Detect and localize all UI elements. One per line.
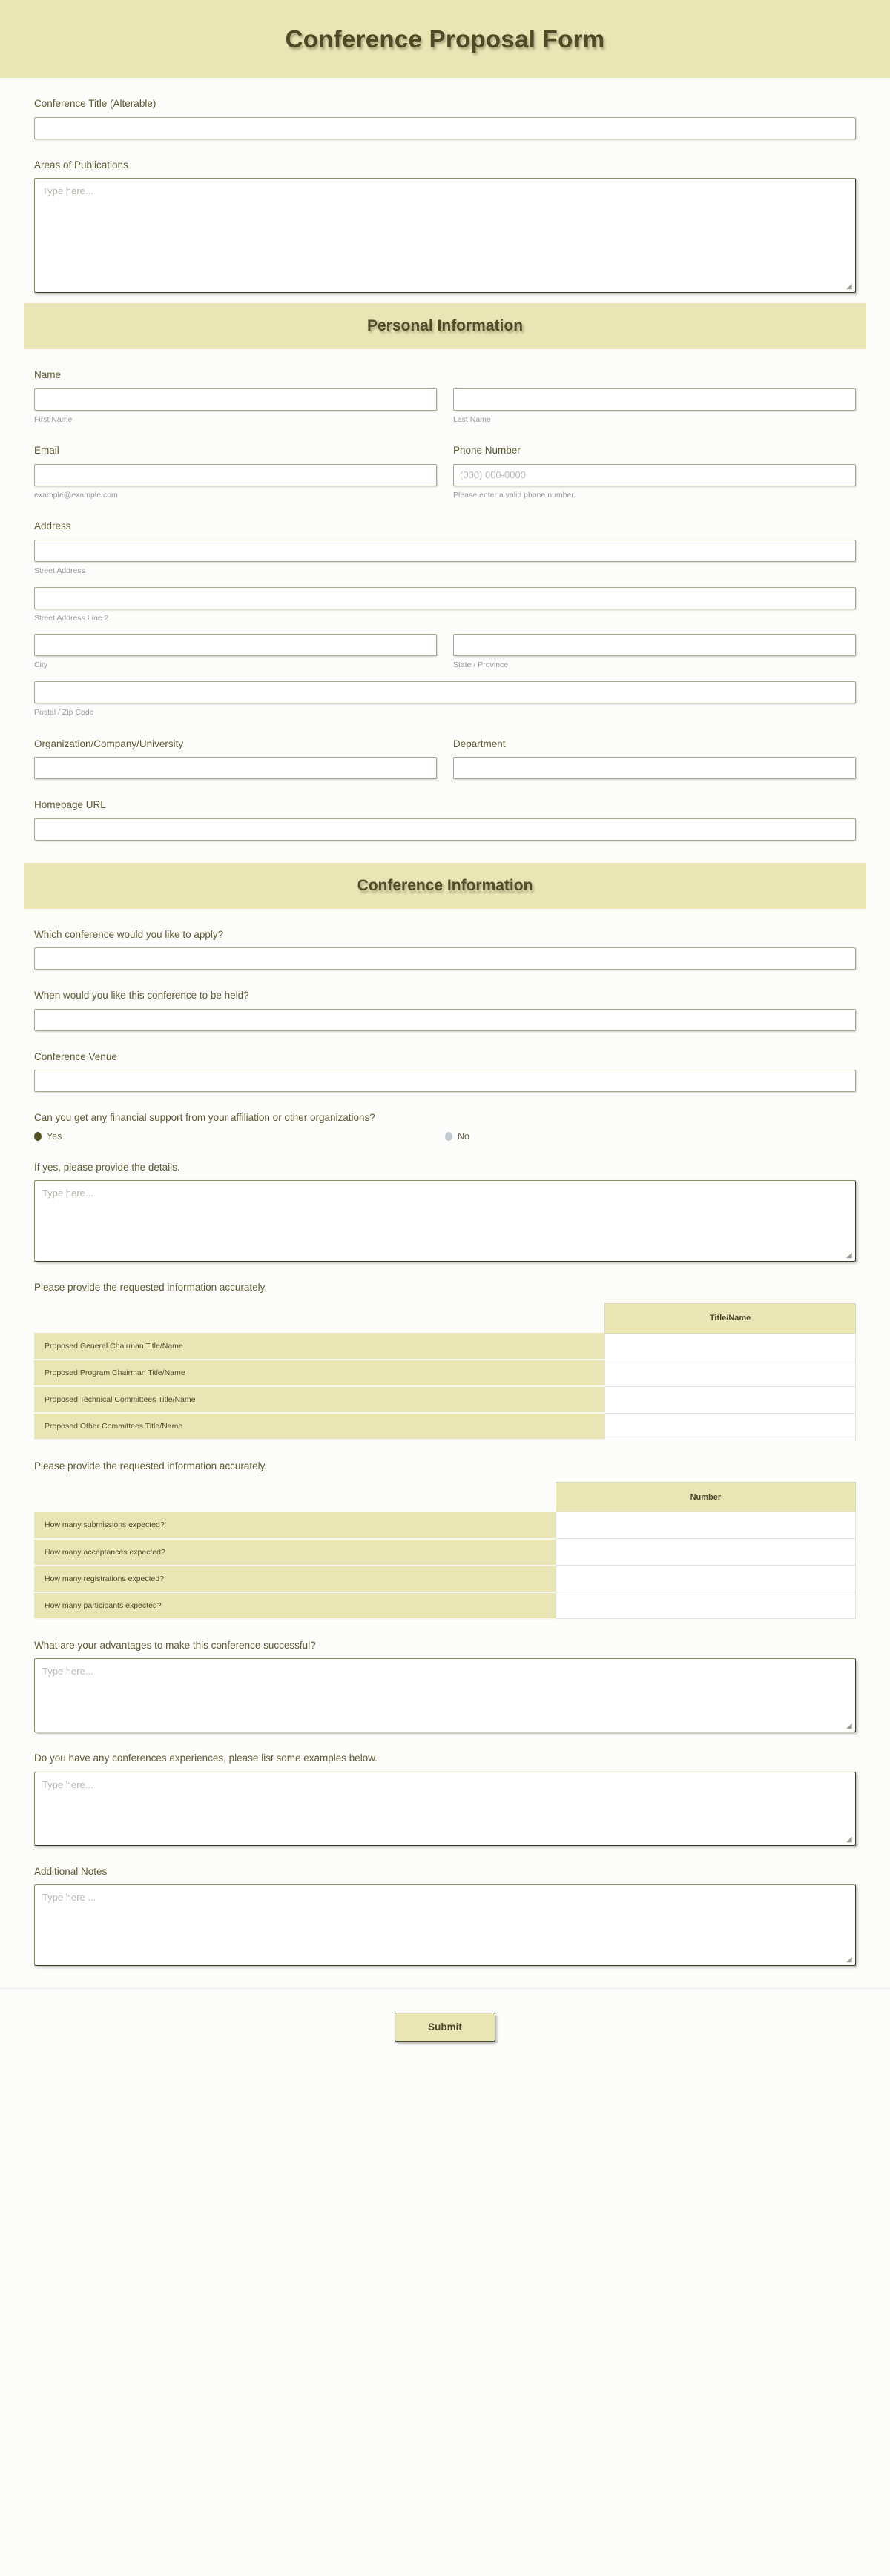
radio-option-yes-label: Yes (47, 1130, 62, 1142)
matrix-numbers-prompt: Please provide the requested information accurately. (34, 1460, 268, 1472)
matrix-numbers-cell[interactable] (556, 1539, 855, 1566)
submit-button[interactable]: Submit (395, 2013, 495, 2042)
financial-details-textarea-wrap (34, 1180, 856, 1262)
homepage-url-label: Homepage URL (34, 799, 106, 811)
field-which-conference (34, 909, 856, 970)
city-sublabel: City (34, 660, 48, 670)
last-name-group (453, 388, 856, 426)
advantages-textarea-wrap (34, 1658, 856, 1732)
phone-sublabel: Please enter a valid phone number. (453, 490, 576, 500)
matrix-people-cell[interactable] (605, 1333, 856, 1360)
matrix-numbers-corner (34, 1483, 556, 1512)
conference-venue-label: Conference Venue (34, 1050, 117, 1062)
state-province-sublabel: State / Province (453, 660, 509, 670)
matrix-numbers-row-label: How many registrations expected? (34, 1566, 556, 1592)
matrix-people-header-row (34, 1303, 856, 1333)
matrix-people-column-header: Title/Name (605, 1303, 856, 1333)
matrix-people-cell[interactable] (605, 1360, 856, 1386)
matrix-people-prompt: Please provide the requested information accurately. (34, 1282, 268, 1294)
table-row (34, 1386, 856, 1413)
phone-input[interactable] (453, 464, 856, 486)
areas-textarea-wrap (34, 178, 856, 293)
radio-selected-icon[interactable] (34, 1132, 42, 1141)
city-group (34, 634, 437, 671)
conference-title-input[interactable] (34, 117, 856, 139)
state-group (453, 634, 856, 671)
organization-group (34, 738, 437, 780)
resize-grip-icon[interactable]: ◢ (846, 1251, 852, 1260)
field-areas-of-publications (34, 139, 856, 294)
financial-details-textarea[interactable] (34, 1180, 856, 1262)
resize-grip-icon[interactable]: ◢ (846, 1956, 852, 1964)
experiences-textarea-wrap (34, 1772, 856, 1846)
department-group (453, 738, 856, 780)
email-input[interactable] (34, 464, 437, 486)
when-held-label: When would you like this conference to be held? (34, 990, 249, 1001)
state-province-input[interactable] (453, 634, 856, 656)
organization-input[interactable] (34, 757, 437, 779)
street-address-line2-sublabel: Street Address Line 2 (34, 613, 109, 623)
areas-of-publications-textarea[interactable] (34, 178, 856, 293)
form-header (0, 0, 890, 78)
advantages-textarea[interactable] (34, 1658, 856, 1732)
advantages-label: What are your advantages to make this conference successful? (34, 1639, 316, 1651)
city-input[interactable] (34, 634, 437, 656)
conference-venue-input[interactable] (34, 1070, 856, 1092)
which-conference-input[interactable] (34, 947, 856, 970)
matrix-numbers-row-label: How many acceptances expected? (34, 1539, 556, 1566)
matrix-people-cell[interactable] (605, 1386, 856, 1413)
field-conference-title (34, 78, 856, 139)
first-name-group (34, 388, 437, 426)
radio-unselected-icon[interactable] (445, 1132, 452, 1141)
radio-option-no[interactable] (445, 1131, 856, 1142)
field-homepage-url (34, 779, 856, 841)
matrix-numbers-column-header: Number (556, 1483, 855, 1512)
field-conference-venue (34, 1031, 856, 1093)
matrix-people-row-label: Proposed Technical Committees Title/Name (34, 1386, 605, 1413)
personal-information-fields (0, 349, 890, 863)
field-experiences (34, 1732, 856, 1846)
matrix-numbers-table (34, 1482, 856, 1620)
department-input[interactable] (453, 757, 856, 779)
table-row (34, 1566, 856, 1592)
field-additional-notes (34, 1846, 856, 1967)
postal-code-sublabel: Postal / Zip Code (34, 707, 94, 717)
name-label: Name (34, 369, 62, 381)
last-name-input[interactable] (453, 388, 856, 411)
department-label: Department (453, 738, 506, 749)
email-label: Email (34, 445, 59, 457)
matrix-people-table (34, 1303, 856, 1441)
matrix-numbers-cell[interactable] (556, 1566, 855, 1592)
section-title-personal: Personal Information (366, 317, 524, 335)
experiences-label: Do you have any conferences experiences, please list some examples below. (34, 1752, 378, 1764)
table-row (34, 1413, 856, 1440)
matrix-numbers-header-row (34, 1483, 856, 1512)
financial-support-label: Can you get any financial support from your affiliation or other organizations? (34, 1112, 375, 1124)
field-financial-details (34, 1142, 856, 1262)
resize-grip-icon[interactable]: ◢ (846, 282, 852, 291)
field-email-phone (34, 425, 856, 500)
field-address (34, 500, 856, 718)
when-held-input[interactable] (34, 1009, 856, 1031)
resize-grip-icon[interactable]: ◢ (846, 1722, 852, 1731)
matrix-people-cell[interactable] (605, 1413, 856, 1440)
email-sublabel: example@example.com (34, 490, 118, 500)
table-row (34, 1333, 856, 1360)
conference-information-fields (0, 909, 890, 1966)
matrix-people-row-label: Proposed Program Chairman Title/Name (34, 1360, 605, 1386)
page-title: Conference Proposal Form (285, 24, 605, 53)
section-header-conference-information (24, 863, 866, 909)
field-advantages (34, 1620, 856, 1733)
matrix-numbers-row-label: How many participants expected? (34, 1592, 556, 1619)
matrix-numbers-cell[interactable] (556, 1592, 855, 1619)
phone-label: Phone Number (453, 445, 521, 457)
field-name (34, 349, 856, 425)
matrix-people-corner (34, 1303, 605, 1333)
section-title-conference: Conference Information (357, 876, 533, 894)
which-conference-label: Which conference would you like to apply? (34, 928, 224, 940)
conference-title-label: Conference Title (Alterable) (34, 98, 156, 109)
areas-of-publications-label: Areas of Publications (34, 159, 128, 170)
submit-section (0, 1988, 890, 2071)
homepage-url-input[interactable] (34, 818, 856, 841)
field-organization-department (34, 718, 856, 780)
first-name-input[interactable] (34, 388, 437, 411)
last-name-sublabel: Last Name (453, 414, 491, 424)
postal-code-input[interactable] (34, 681, 856, 703)
address-label: Address (34, 520, 71, 532)
field-matrix-people (34, 1262, 856, 1440)
section-header-personal-information (24, 303, 866, 349)
field-matrix-numbers (34, 1440, 856, 1619)
experiences-textarea[interactable] (34, 1772, 856, 1846)
table-row (34, 1592, 856, 1619)
street-address-sublabel: Street Address (34, 566, 85, 576)
first-name-sublabel: First Name (34, 414, 73, 424)
phone-group (453, 444, 856, 500)
radio-option-no-label: No (458, 1130, 469, 1142)
matrix-people-row-label: Proposed General Chairman Title/Name (34, 1333, 605, 1360)
additional-notes-textarea-wrap (34, 1884, 856, 1966)
financial-details-label: If yes, please provide the details. (34, 1161, 180, 1173)
street-address-line2-input[interactable] (34, 587, 856, 609)
radio-option-yes[interactable] (34, 1131, 445, 1142)
matrix-people-row-label: Proposed Other Committees Title/Name (34, 1413, 605, 1440)
organization-label: Organization/Company/University (34, 738, 184, 749)
table-row (34, 1539, 856, 1566)
additional-notes-label: Additional Notes (34, 1865, 108, 1877)
matrix-numbers-cell[interactable] (556, 1512, 855, 1539)
field-when-held (34, 970, 856, 1031)
field-financial-support (34, 1092, 856, 1142)
email-group (34, 444, 437, 500)
financial-support-radio-group (34, 1131, 856, 1142)
resize-grip-icon[interactable]: ◢ (846, 1835, 852, 1844)
matrix-numbers-row-label: How many submissions expected? (34, 1512, 556, 1539)
additional-notes-textarea[interactable] (34, 1884, 856, 1966)
intro-fields (0, 78, 890, 303)
table-row (34, 1512, 856, 1539)
street-address-input[interactable] (34, 540, 856, 562)
table-row (34, 1360, 856, 1386)
